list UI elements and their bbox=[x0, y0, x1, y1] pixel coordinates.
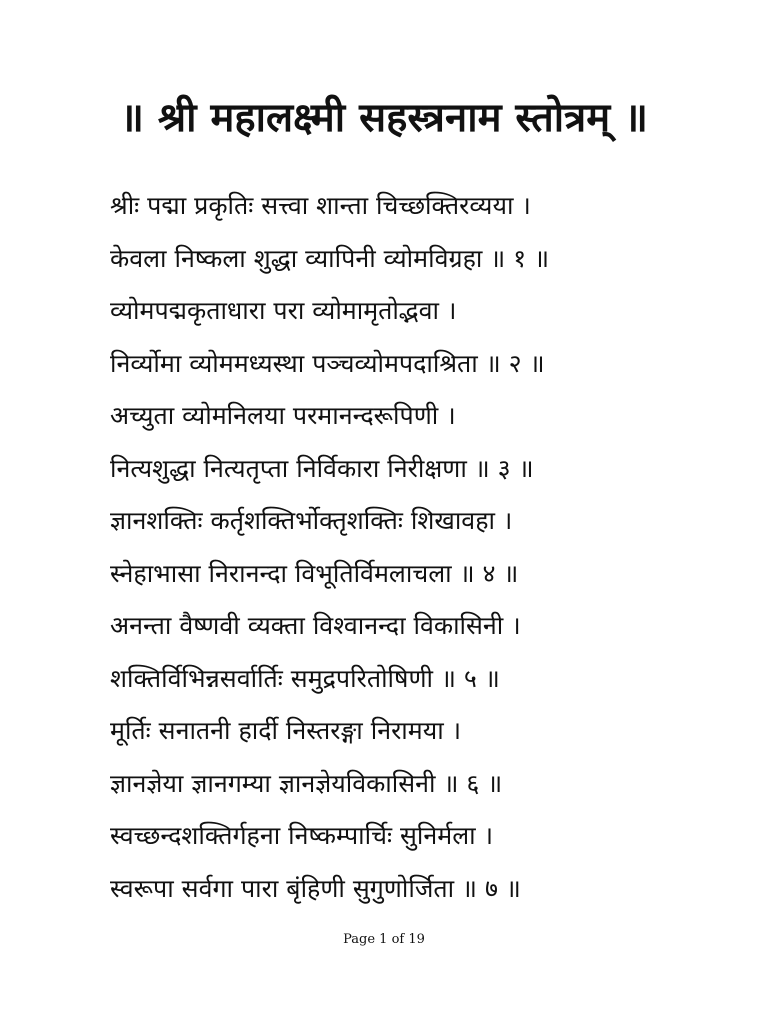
page-title: ॥ श्री महालक्ष्मी सहस्त्रनाम स्तोत्रम् ॥ bbox=[119, 95, 649, 141]
verse-line: नित्यशुद्धा नित्यतृप्ता निर्विकारा निरीक्षणा ॥ ३ ॥ bbox=[110, 453, 534, 483]
verse-line: ज्ञानज्ञेया ज्ञानगम्या ज्ञानज्ञेयविकासिनी ॥ ६ ॥ bbox=[110, 768, 503, 798]
verse-line: निर्व्योमा व्योममध्यस्था पञ्चव्योमपदाश्रिता ॥ २ ॥ bbox=[110, 348, 545, 378]
verse-line: शक्तिर्विभिन्नसर्वार्तिः समुद्रपरितोषिणी ॥ ५ ॥ bbox=[110, 663, 500, 693]
verse-line: अच्युता व्योमनिलया परमानन्दरूपिणी । bbox=[110, 401, 456, 430]
verse-line: श्रीः पद्मा प्रकृतिः सत्त्वा शान्ता चिच्छक्तिरव्यया । bbox=[110, 191, 531, 220]
verse-line: मूर्तिः सनातनी हार्दी निस्तरङ्गा निरामया । bbox=[110, 716, 462, 745]
page-number: Page 1 of 19 bbox=[343, 932, 425, 947]
verse-line: ज्ञानशक्तिः कर्तृशक्तिर्भोक्तृशक्तिः शिखावहा । bbox=[110, 506, 513, 535]
verse-line: व्योमपद्मकृताधारा परा व्योमामृतोद्भवा । bbox=[110, 296, 457, 325]
verse-line: स्नेहाभासा निरानन्दा विभूतिर्विमलाचला ॥ ४ ॥ bbox=[110, 558, 519, 588]
verse-line: स्वच्छन्दशक्तिर्गहना निष्कम्पार्चिः सुनिर्मला । bbox=[110, 821, 494, 850]
verse-list bbox=[110, 180, 730, 915]
verse-line: स्वरूपा सर्वगा पारा बृंहिणी सुगुणोर्जिता ॥ ७ ॥ bbox=[110, 873, 521, 903]
verse-line: केवला निष्कला शुद्धा व्यापिनी व्योमविग्रहा ॥ १ ॥ bbox=[110, 243, 550, 273]
verse-line: अनन्ता वैष्णवी व्यक्ता विश्वानन्दा विकासिनी । bbox=[110, 611, 521, 640]
